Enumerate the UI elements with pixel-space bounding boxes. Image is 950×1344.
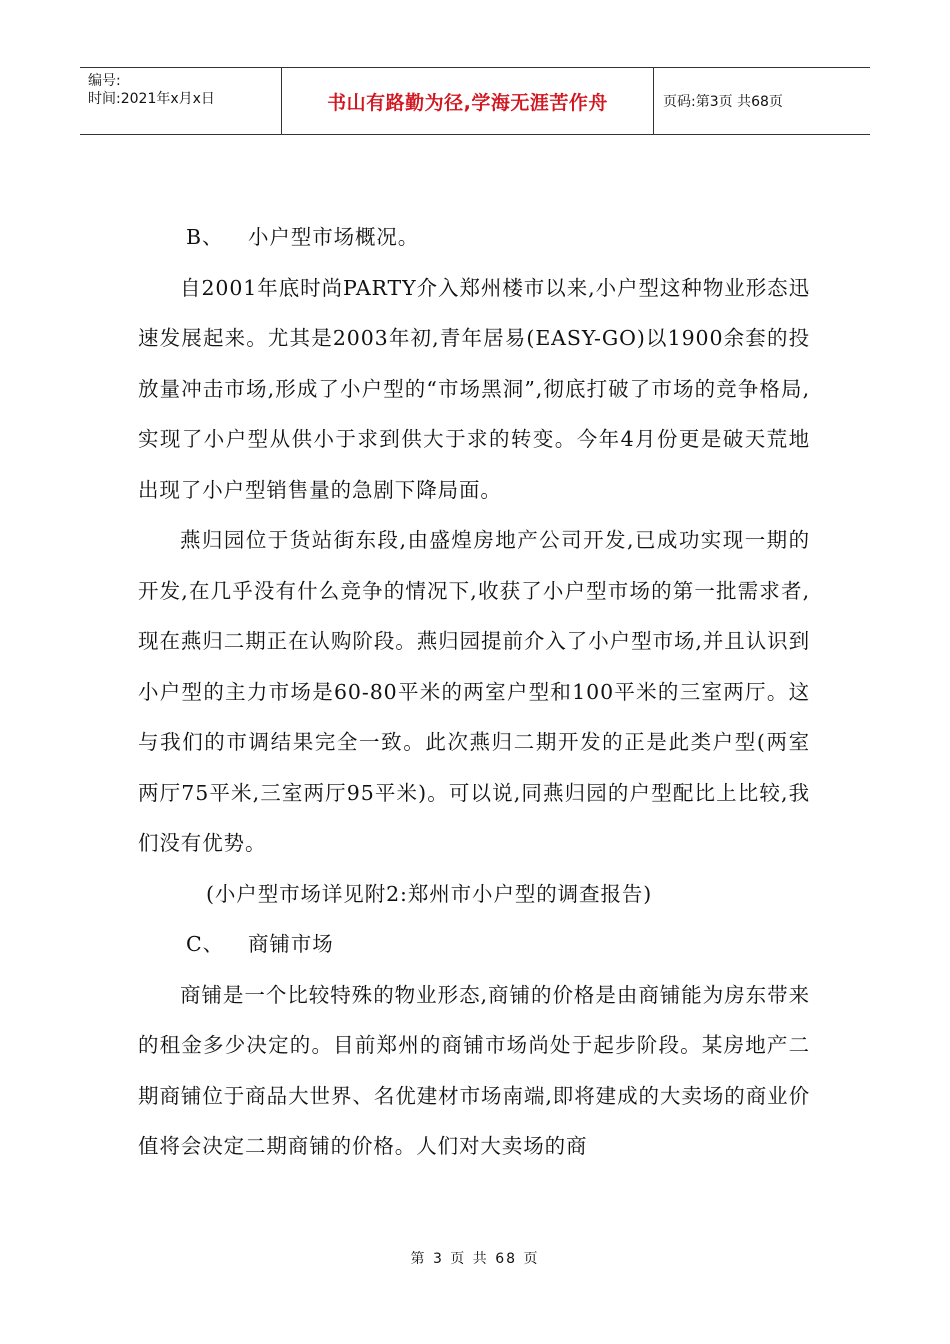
section-b-label: B、 — [186, 225, 224, 249]
time-line: 时间:2021年x月x日 — [88, 91, 215, 107]
paragraph: 商铺是一个比较特殊的物业形态,商铺的价格是由商铺能为房东带来的租金多少决定的。目前郑州的商铺市场尚处于起步阶段。某房地产二期商铺位于商品大世界、名优建材市场南端,即将建成的大卖场的商业价值将会决定二期商铺的价格。人们对大卖场的商 — [138, 982, 810, 1158]
document-body — [138, 212, 810, 1172]
page-header — [80, 67, 870, 135]
reference-note: (小户型市场详见附2:郑州市小户型的调查报告) — [206, 881, 653, 906]
header-page-info: 页码:第3页 共68页 — [663, 94, 783, 110]
paragraph: 自2001年底时尚PARTY介入郑州楼市以来,小户型这种物业形态迅速发展起来。尤其是2003年初,青年居易(EASY-GO)以1900余套的投放量冲击市场,形成了小户型的“市场黑洞”,彻底打破了市场的竞争格局,实现了小户型从供小于求到供大于求的转变。今年4月份更是破天荒地出现了小户型销售量的急剧下降局面。 — [138, 275, 810, 502]
section-c-label: C、 — [186, 932, 224, 956]
section-c-heading — [138, 919, 810, 970]
paragraph: 燕归园位于货站街东段,由盛煌房地产公司开发,已成功实现一期的开发,在几乎没有什么竞争的情况下,收获了小户型市场的第一批需求者,现在燕归二期正在认购阶段。燕归园提前介入了小户型市场,并且认识到小户型的主力市场是60-80平米的两室户型和100平米的三室两厅。这与我们的市调结果完全一致。此次燕归二期开发的正是此类户型(两室两厅75平米,三室两厅95平米)。可以说,同燕归园的户型配比上比较,我们没有优势。 — [138, 528, 810, 855]
header-meta — [80, 68, 282, 134]
page-footer: 第 3 页 共 68 页 — [410, 1251, 540, 1267]
serial-label: 编号: — [88, 73, 121, 89]
section-b-heading — [138, 212, 810, 263]
header-motto: 书山有路勤为径,学海无涯苦作舟 — [282, 68, 654, 134]
section-b-title: 小户型市场概况。 — [248, 225, 420, 249]
section-c-title: 商铺市场 — [248, 932, 334, 956]
